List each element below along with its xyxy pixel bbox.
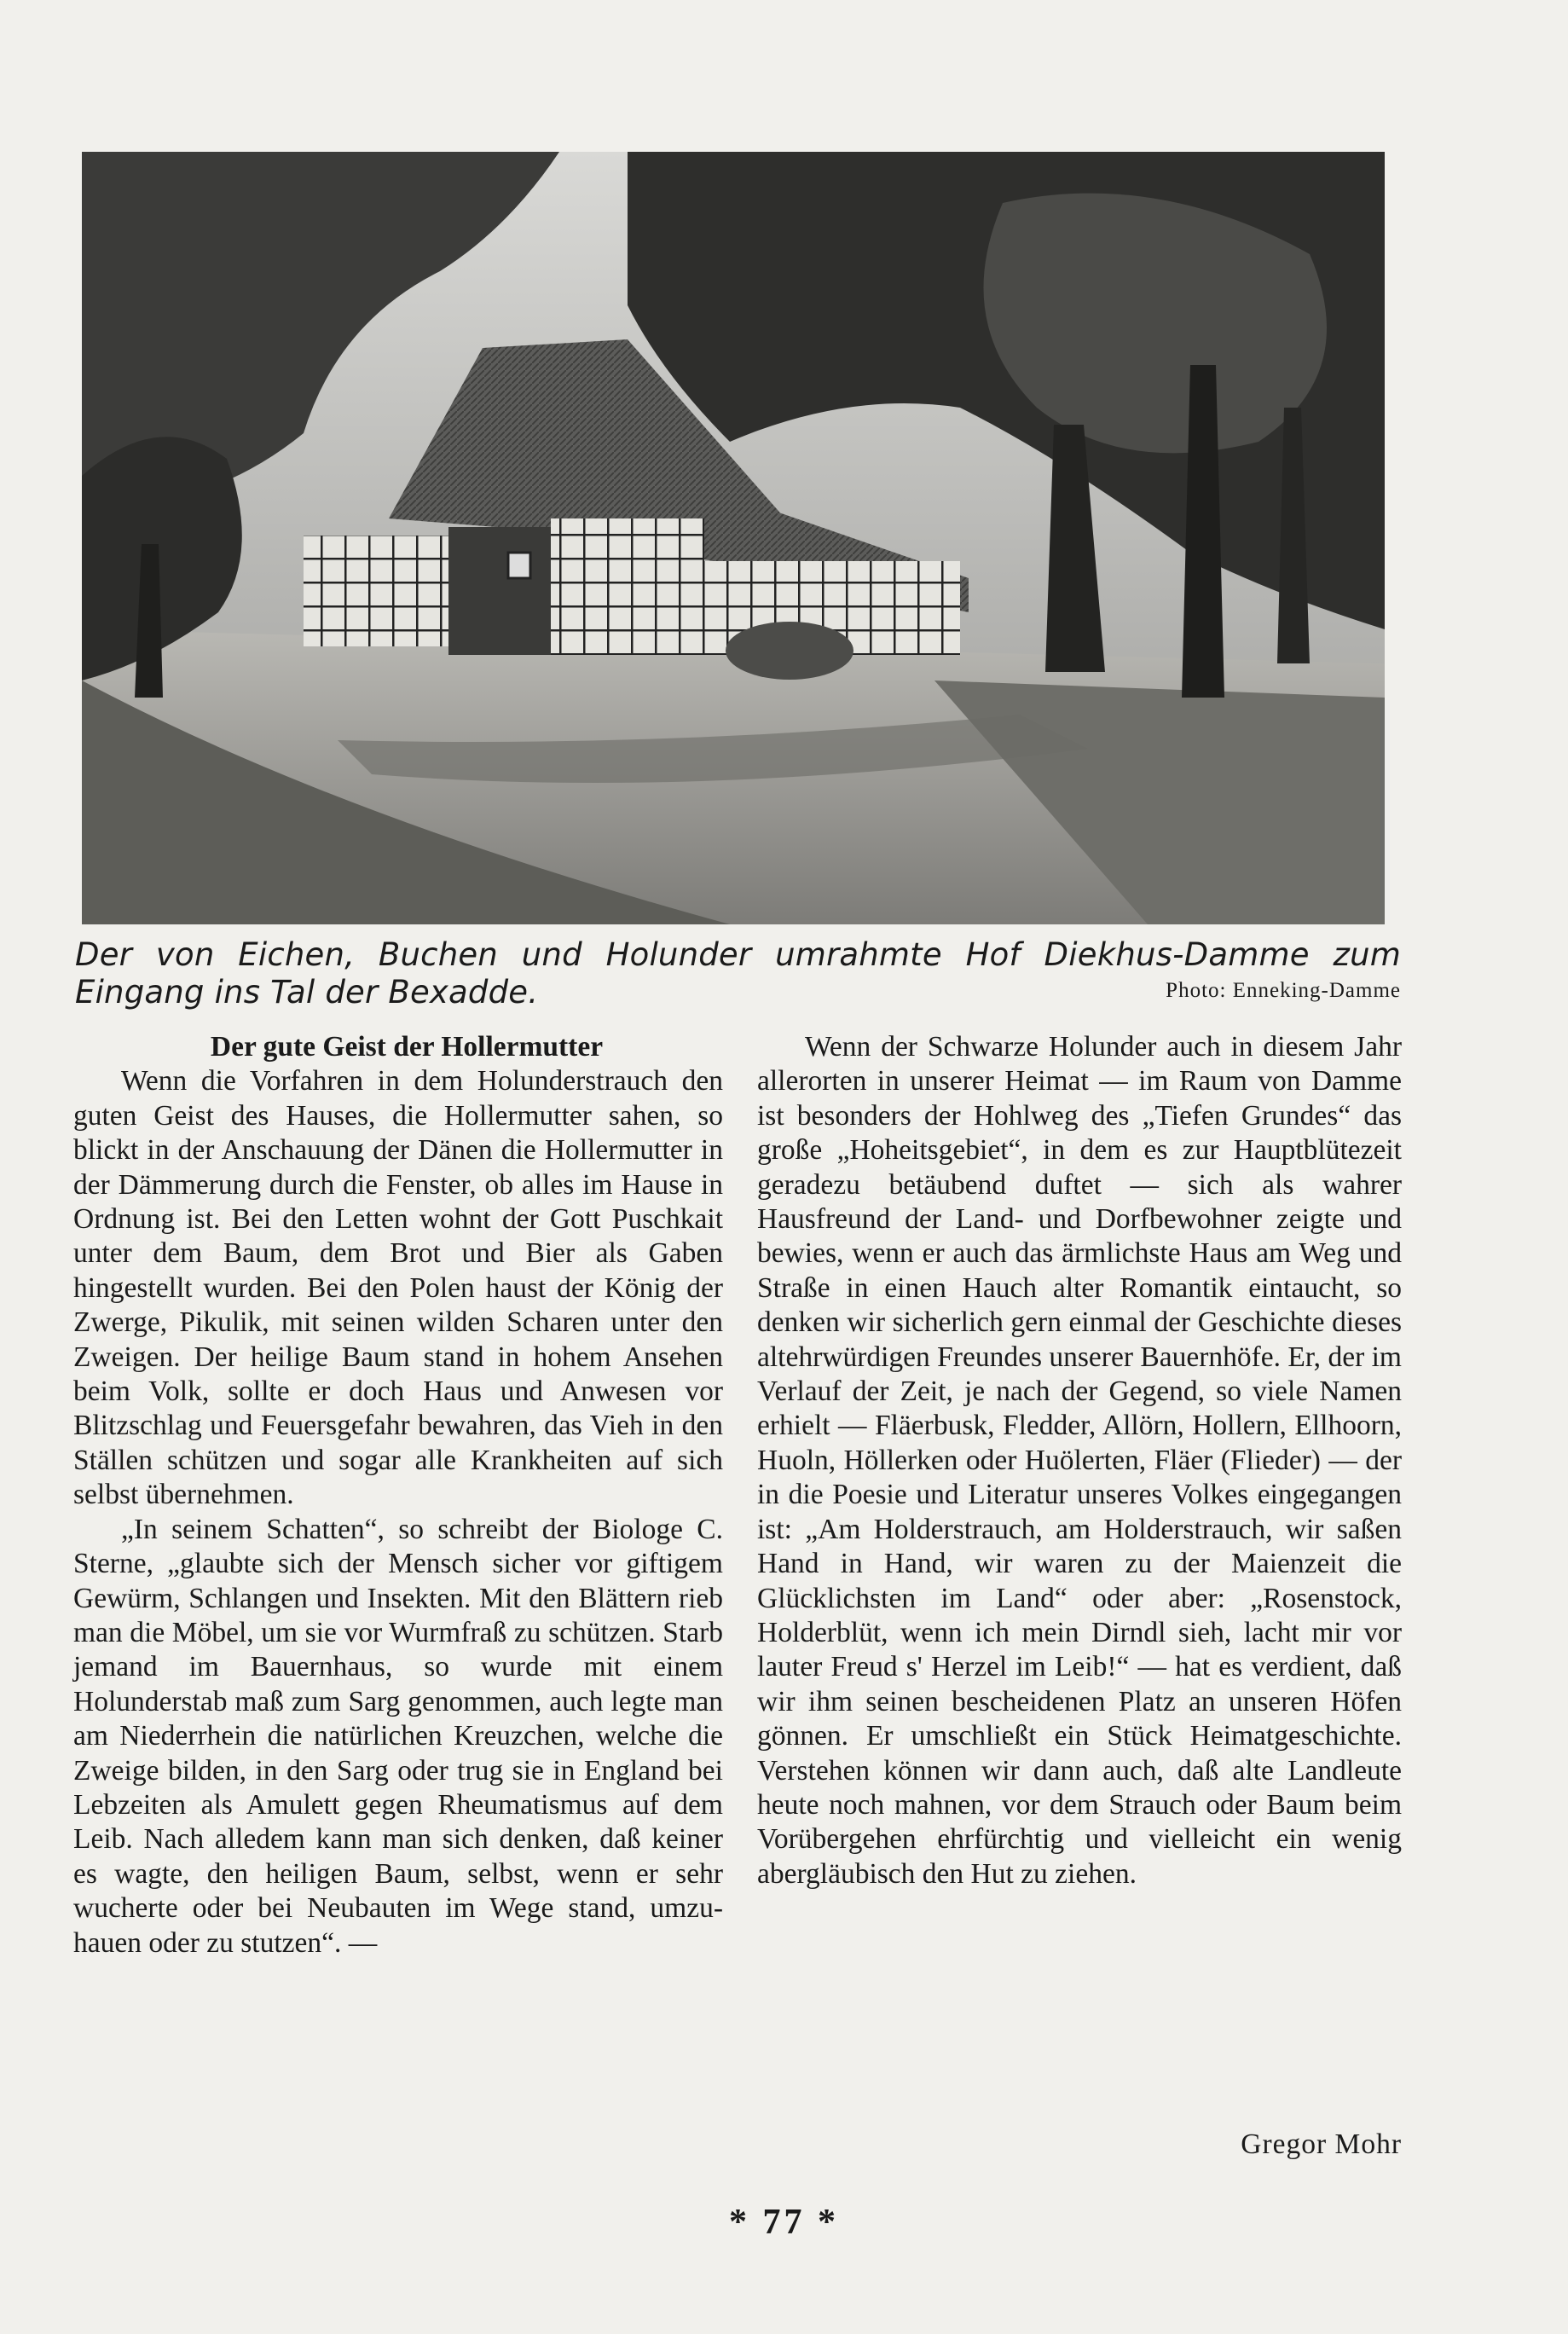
article-column-left [73, 1030, 723, 1960]
author-signature: Gregor Mohr [1241, 2128, 1402, 2160]
article-heading: Der gute Geist der Hollermutter [210, 1031, 604, 1063]
paragraph: Wenn die Vorfahren in dem Holunderstrauch den guten Geist des Hauses, die Hollermutter sahen, so blickt in der Anschauung der Dänen die Hollermutter in der Dämmerung durch die Fenster, ob alles im Hause in Ordnung ist. Bei den Letten wohnt der Gott Puschkait unter dem Baum, dem Brot und Bier als Gaben hingestellt wurden. Bei den Polen haust der König der Zwerge, Pikulik, mit seinen wilden Scharen unter den Zweigen. Der heilige Baum stand in hohem Ansehen beim Volk, sollte er doch Haus und Anwesen vor Blitzschlag und Feuersgefahr bewahren, das Vieh in den Ställen schützen und sogar alle Krankheiten auf sich selbst übernehmen. [73, 1065, 723, 1511]
paragraph: „In seinem Schatten“, so schreibt der Biologe C. Sterne, „glaubte sich der Mensch sicher vor giftigem Gewürm, Schlangen und Insekten. Mit den Blättern rieb man die Möbel, um sie vor Wurmfraß zu schützen. Starb jemand im Bauernhaus, so wurde mit einem Holunderstab maß zum Sarg genommen, auch legte man am Niederrhein die natürlichen Kreuzchen, welche die Zweige bilden, in den Sarg oder trug sie in England bei Lebzeiten als Amulett gegen Rheumatismus auf dem Leib. Nach alledem kann man sich denken, daß keiner es wagte, den heiligen Baum, selbst, wenn er sehr wucherte oder bei Neubauten im Wege stand, umzuhauen oder zu stutzen“. — [73, 1513, 723, 1959]
paragraph: Wenn der Schwarze Holunder auch in diesem Jahr allerorten in unserer Heimat — im Raum von Damme ist besonders der Hohlweg des „Tiefen Grundes“ das große „Hoheitsgebiet“, in dem es zur Hauptblütezeit geradezu betäubend duftet — sich als wahrer Hausfreund der Land- und Dorfbewohner zeigte und bewies, wenn er auch das ärmlichste Haus am Weg und Straße in einen Hauch alter Romantik eintaucht, so denken wir sicherlich gern einmal der Geschichte dieses altehrwürdigen Freundes unserer Bauernhöfe. Er, der im Verlauf der Zeit, je nach der Gegend, so viele Namen erhielt — Fläerbusk, Fledder, Allörn, Hollern, Ellhoorn, Huoln, Höllerken oder Huölerten, Fläer (Flieder) — der in die Poesie und Literatur unseres Volkes eingegangen ist: „Am Holderstrauch, am Holderstrauch, wir saßen Hand in Hand, wir waren zu der Maienzeit die Glücklichsten im Land“ oder aber: „Rosenstock, Holderblüt, wenn ich mein Dirndl sieh, lacht mir vor lauter Freud s' Herzel im Leib!“ — hat es verdient, daß wir ihm seinen bescheidenen Platz an unseren Höfen gönnen. Er umschließt ein Stück Heimatgeschichte. Verstehen können wir dann auch, daß alte Landleute heute noch mahnen, vor dem Strauch oder Baum beim Vorübergehen ehrfürchtig und vielleicht ein wenig abergläubisch den Hut zu ziehen. [757, 1031, 1402, 1890]
photo-credit: Photo: Enneking-Damme [1166, 979, 1401, 1002]
farmhouse-photo [82, 152, 1385, 924]
article-column-right [757, 1030, 1402, 1891]
page-number: * 77 * [729, 2203, 839, 2242]
photo-caption: Der von Eichen, Buchen und Holunder umrahmte Hof Diekhus-Damme zum Eingang ins Tal der Bexadde. [75, 936, 1401, 1011]
farmhouse-photo-image [82, 152, 1385, 924]
